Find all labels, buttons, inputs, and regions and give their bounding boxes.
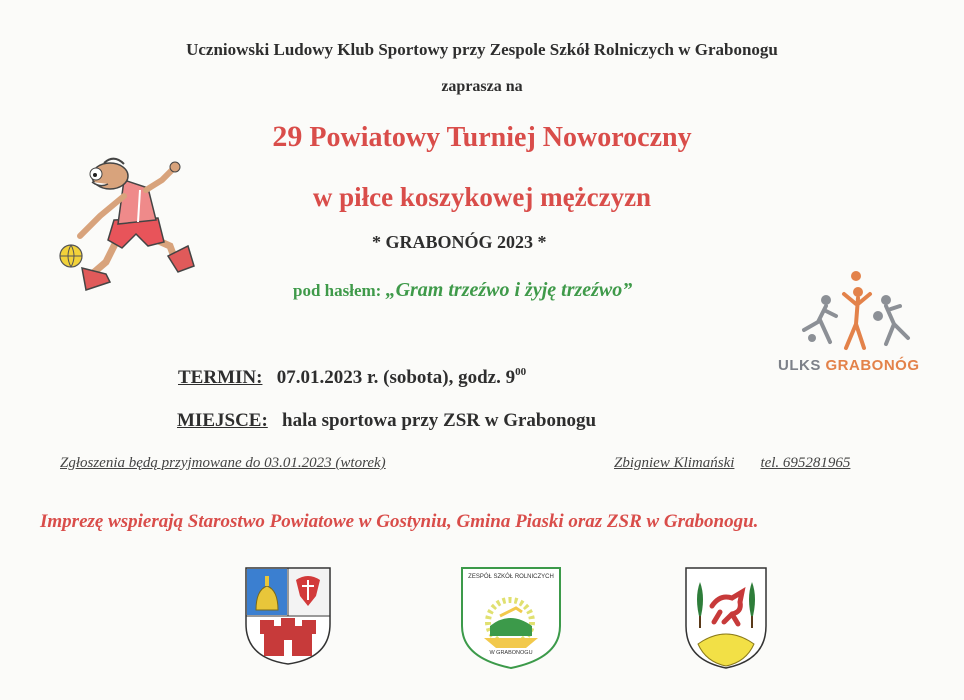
contact-name: Zbigniew Klimański [614,455,735,471]
zsr-badge-name: ZESPÓŁ SZKÓŁ ROLNICZYCH [468,574,554,580]
place-row [177,410,596,432]
slogan-label: pod hasłem: [293,281,386,300]
date-label: TERMIN: [178,367,263,388]
date-value: 07.01.2023 r. (sobota), godz. 9 [276,367,516,388]
contact-line [614,455,850,472]
registration-deadline: Zgłoszenia będą przyjmowane do 03.01.2023 (wtorek) [60,455,386,471]
place-label: MIEJSCE: [177,410,268,431]
organizer-line: Uczniowski Ludowy Klub Sportowy przy Zespole Szkół Rolniczych w Grabonogu [186,40,778,59]
zsr-badge-town: W GRABONOGU [489,650,533,656]
ulks-sport-figures-icon [790,268,930,356]
ulks-logo-part1: ULKS [778,357,826,374]
date-hour-minutes: 00 [515,366,527,378]
ulks-logo-text [778,357,920,374]
gostyn-county-crest-icon [244,566,332,666]
slogan-line [293,279,632,302]
slogan-text: „Gram trzeźwo i żyję trzeźwo” [385,279,633,301]
ulks-logo-part2: GRABONÓG [825,357,920,374]
place-value: hala sportowa przy ZSR w Grabonogu [282,410,597,431]
tournament-subtitle: w piłce koszykowej mężczyzn [312,182,652,212]
tournament-number: 29 [272,120,303,153]
supporters-line: Imprezę wspierają Starostwo Powiatowe w Gostyniu, Gmina Piaski oraz ZSR w Grabonogu. [40,511,759,532]
contact-phone: tel. 695281965 [760,455,851,471]
edition-line: * GRABONÓG 2023 * [372,232,547,252]
basketball-player-icon [48,150,208,300]
invites-line: zaprasza na [441,78,523,95]
tournament-title [0,120,964,154]
date-row [178,366,526,389]
tournament-title-text: Powiatowy Turniej Noworoczny [302,122,692,153]
piaski-commune-crest-icon [684,566,768,670]
